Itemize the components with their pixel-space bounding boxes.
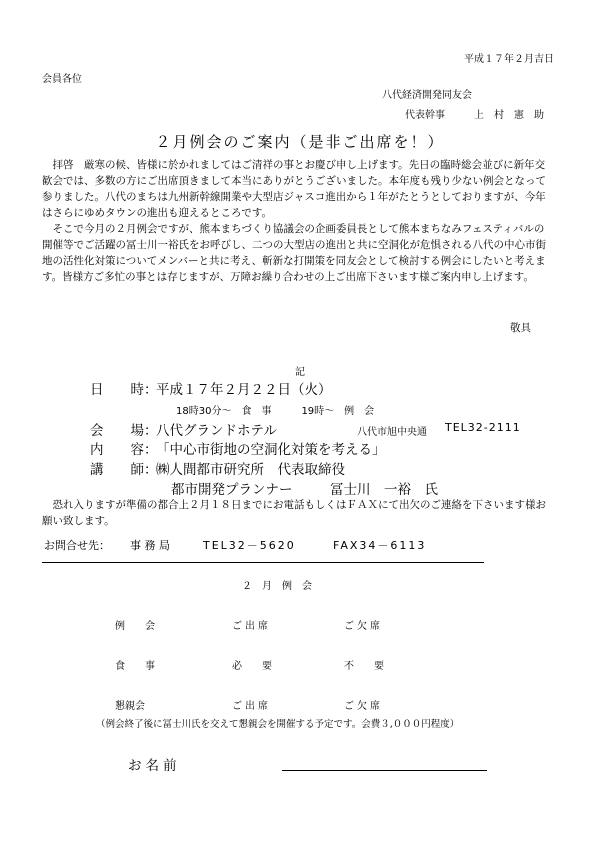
venue-label: 会 場： [90,423,158,439]
option-meal-not-needed[interactable]: 不 要 [344,661,384,672]
closing: 敬具 [510,322,531,334]
content-label: 内 容： [90,442,158,458]
form-heading: ２ 月 例 会 [242,581,312,592]
option-party-absent[interactable]: ご欠席 [344,701,383,712]
contact-fax: FAX34－6113 [333,539,427,552]
option-party-attend[interactable]: ご出席 [232,701,271,712]
form-row-label: 食 事 [115,661,155,672]
date-label: 日 時： [90,382,158,398]
form-row-label: 懇親会 [115,701,145,712]
paragraph-invitation: そこで今月の２月例会ですが、熊本まちづくり協議会の企画委員長として熊本まちなみフェスティバルの開催等でご活躍の冨士川一裕氏をお呼びし、二つの大型店の進出と共に空洞化が危惧される八代の中心市街地の活性化対策についてメンバーと共に考え、斬新な打開策を同友会として検討する例会にしたいと考えます。皆様方ご多忙の事とは存じますが、万障お繰り合わせの上ご出席下さいます様ご案内申し上げます。 [42,223,546,283]
organization: 八代経済開発同友会 [382,90,472,101]
ki-marker: 記 [295,367,305,378]
content-value: 「中心市街地の空洞化対策を考える」 [156,442,386,458]
party-note: （例会終了後に冨士川氏を交えて懇親会を開催する予定です。会費３,０００円程度） [96,719,460,730]
separator-line [42,562,484,563]
time-schedule: 18時30分～ 食 事 19時～ 例 会 [176,406,375,417]
venue-tel: TEL32-2111 [445,421,521,434]
contact-office: 事 務 局 [130,539,170,552]
option-attend[interactable]: ご出席 [232,621,271,632]
speaker-affiliation: ㈱人間都市研究所 代表取締役 [156,462,345,478]
speaker-name: 冨士川 一裕 氏 [330,482,438,498]
representative-name: 上 村 憲 助 [474,110,544,121]
contact-tel: TEL32－5620 [203,539,296,552]
form-row-label: 例 会 [115,621,155,632]
contact-label: お問合せ先： [44,539,110,552]
option-absent[interactable]: ご欠席 [344,621,383,632]
recipient: 会員各位 [42,74,82,85]
body-text [42,157,552,285]
date-value: 平成１７年２月２２日（火） [156,382,332,398]
paragraph-greeting: 拝啓 厳寒の候、皆様に於かれましてはご清祥の事とお慶び申し上げます。先日の臨時総会並びに新年交歓会では、多数の方にご出席頂きまして本当にありがとうございました。本年度も残り少ない例会となって参りました。八代のまちは九州新幹線開業や大型店ジャスコ進出から１年がたとうとしておりますが、今年はさらにゆめタウンの進出も迎えるところです。 [42,159,546,219]
speaker-title: 都市開発プランナー [171,482,293,498]
venue-address: 八代市旭中央通 [357,427,427,438]
reply-note: 恐れ入りますが準備の都合上２月１８日までにお電話もしくはＦＡＸにて出欠のご連絡を下さいます様お願い致します。 [42,499,546,527]
option-meal-needed[interactable]: 必 要 [232,661,272,672]
page-title: ２月例会のご案内（是非ご出席を！） [155,133,445,151]
representative-title: 代表幹事 [405,110,445,121]
name-label: お名前 [128,758,181,774]
speaker-label: 講 師： [90,462,158,478]
issue-date: 平成１７年２月吉日 [464,54,554,65]
venue-value: 八代グランドホテル [156,423,277,439]
name-input-line[interactable] [282,770,487,771]
